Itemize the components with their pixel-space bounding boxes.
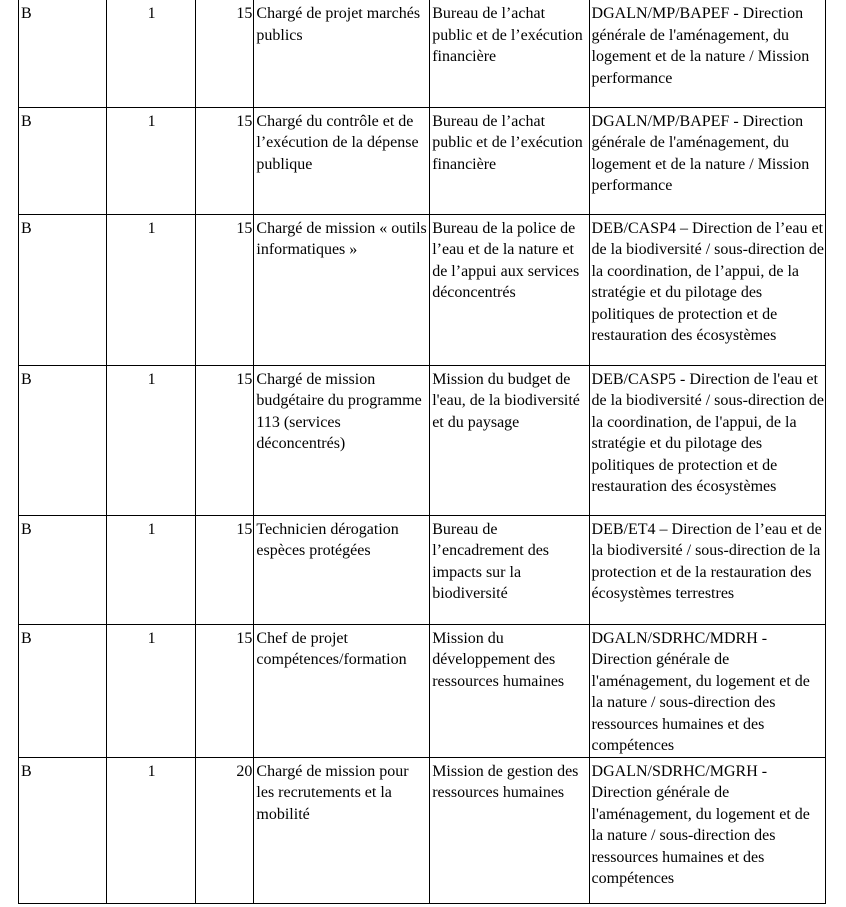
- direction-code: DGALN/MP/BAPEF -: [591, 5, 739, 22]
- table-row: [19, 107, 826, 214]
- function-cell: Chargé du contrôle et de l’exécution de la dépense publique: [254, 107, 430, 214]
- direction-text: Direction générale de l'aménagement, du logement et de la nature / Mission performance: [591, 112, 810, 194]
- direction-code: DGALN/SDRHC/MDRH -: [591, 629, 768, 647]
- table-row: [19, 214, 826, 365]
- function-cell: Chargé de projet marchés publics: [254, 0, 430, 107]
- service-cell: Mission de gestion des ressources humaines: [430, 757, 589, 903]
- category-cell: B: [19, 624, 107, 757]
- direction-cell: [589, 365, 825, 515]
- category-cell: B: [19, 214, 107, 365]
- direction-code: DGALN/MP/BAPEF -: [591, 112, 739, 130]
- service-cell: Mission du développement des ressources humaines: [430, 624, 589, 757]
- table-row: [19, 515, 826, 624]
- points-cell: 15: [195, 0, 254, 107]
- category-cell: B: [19, 515, 107, 624]
- direction-code: DEB/CASP4: [591, 219, 676, 237]
- function-cell: Technicien dérogation espèces protégées: [254, 515, 430, 624]
- table-row: [19, 365, 826, 515]
- points-cell: 15: [195, 624, 254, 757]
- category-cell: B: [19, 757, 107, 903]
- table-row: [19, 757, 826, 903]
- direction-text: Direction générale de l'aménagement, du logement et de la nature / Mission performance: [591, 5, 810, 87]
- positions-table: [18, 0, 826, 904]
- table-row: [19, 624, 826, 757]
- function-cell: Chargé de mission budgétaire du programme 113 (services déconcentrés): [254, 365, 430, 515]
- category-cell: B: [19, 107, 107, 214]
- table-row: [19, 0, 826, 107]
- direction-cell: [589, 0, 825, 107]
- count-cell: 1: [107, 214, 195, 365]
- points-cell: 15: [195, 214, 254, 365]
- count-cell: 1: [107, 107, 195, 214]
- points-cell: 15: [195, 365, 254, 515]
- direction-text: - Direction de l'eau et de la biodiversité / sous-direction de la coordination, de l'appui, de la stratégie et du pilotage des politiques de protection et de restauration des écosystèmes: [591, 370, 824, 495]
- points-cell: 15: [195, 515, 254, 624]
- count-cell: 1: [107, 757, 195, 903]
- direction-code: DGALN/SDRHC/MGRH -: [591, 762, 768, 780]
- service-cell: Bureau de l’achat public et de l’exécution financière: [430, 107, 589, 214]
- service-cell: Bureau de l’encadrement des impacts sur la biodiversité: [430, 515, 589, 624]
- service-cell: Bureau de la police de l’eau et de la nature et de l’appui aux services déconcentrés: [430, 214, 589, 365]
- function-cell: Chargé de mission « outils informatiques »: [254, 214, 430, 365]
- direction-text: Direction générale de l'aménagement, du logement et de la nature / sous-direction des ressources humaines et des compétences: [591, 784, 810, 887]
- direction-text: – Direction de l’eau et de la biodiversité / sous-direction de la coordination, de l’appui, de la stratégie et du pilotage des politiques de protection et de restauration des écosystèmes: [591, 219, 824, 344]
- service-cell: Mission du budget de l'eau, de la biodiversité et du paysage: [430, 365, 589, 515]
- direction-cell: [589, 214, 825, 365]
- count-cell: 1: [107, 0, 195, 107]
- direction-text: Direction générale de l'aménagement, du logement et de la nature / sous-direction des ressources humaines et des compétences: [591, 651, 810, 754]
- points-cell: 15: [195, 107, 254, 214]
- count-cell: 1: [107, 365, 195, 515]
- points-cell: 20: [195, 757, 254, 903]
- direction-code: DEB/CASP5: [591, 370, 676, 388]
- direction-cell: [589, 107, 825, 214]
- service-cell: Bureau de l’achat public et de l’exécution financière: [430, 0, 589, 107]
- function-cell: Chef de projet compétences/formation: [254, 624, 430, 757]
- direction-code: DEB/ET4: [591, 520, 656, 538]
- direction-cell: [589, 757, 825, 903]
- count-cell: 1: [107, 624, 195, 757]
- function-cell: Chargé de mission pour les recrutements et la mobilité: [254, 757, 430, 903]
- direction-cell: [589, 515, 825, 624]
- direction-cell: [589, 624, 825, 757]
- category-cell: B: [19, 0, 107, 107]
- count-cell: 1: [107, 515, 195, 624]
- direction-text: – Direction de l’eau et de la biodiversité / sous-direction de la protection et de la restauration des écosystèmes terrestres: [591, 520, 822, 602]
- category-cell: B: [19, 365, 107, 515]
